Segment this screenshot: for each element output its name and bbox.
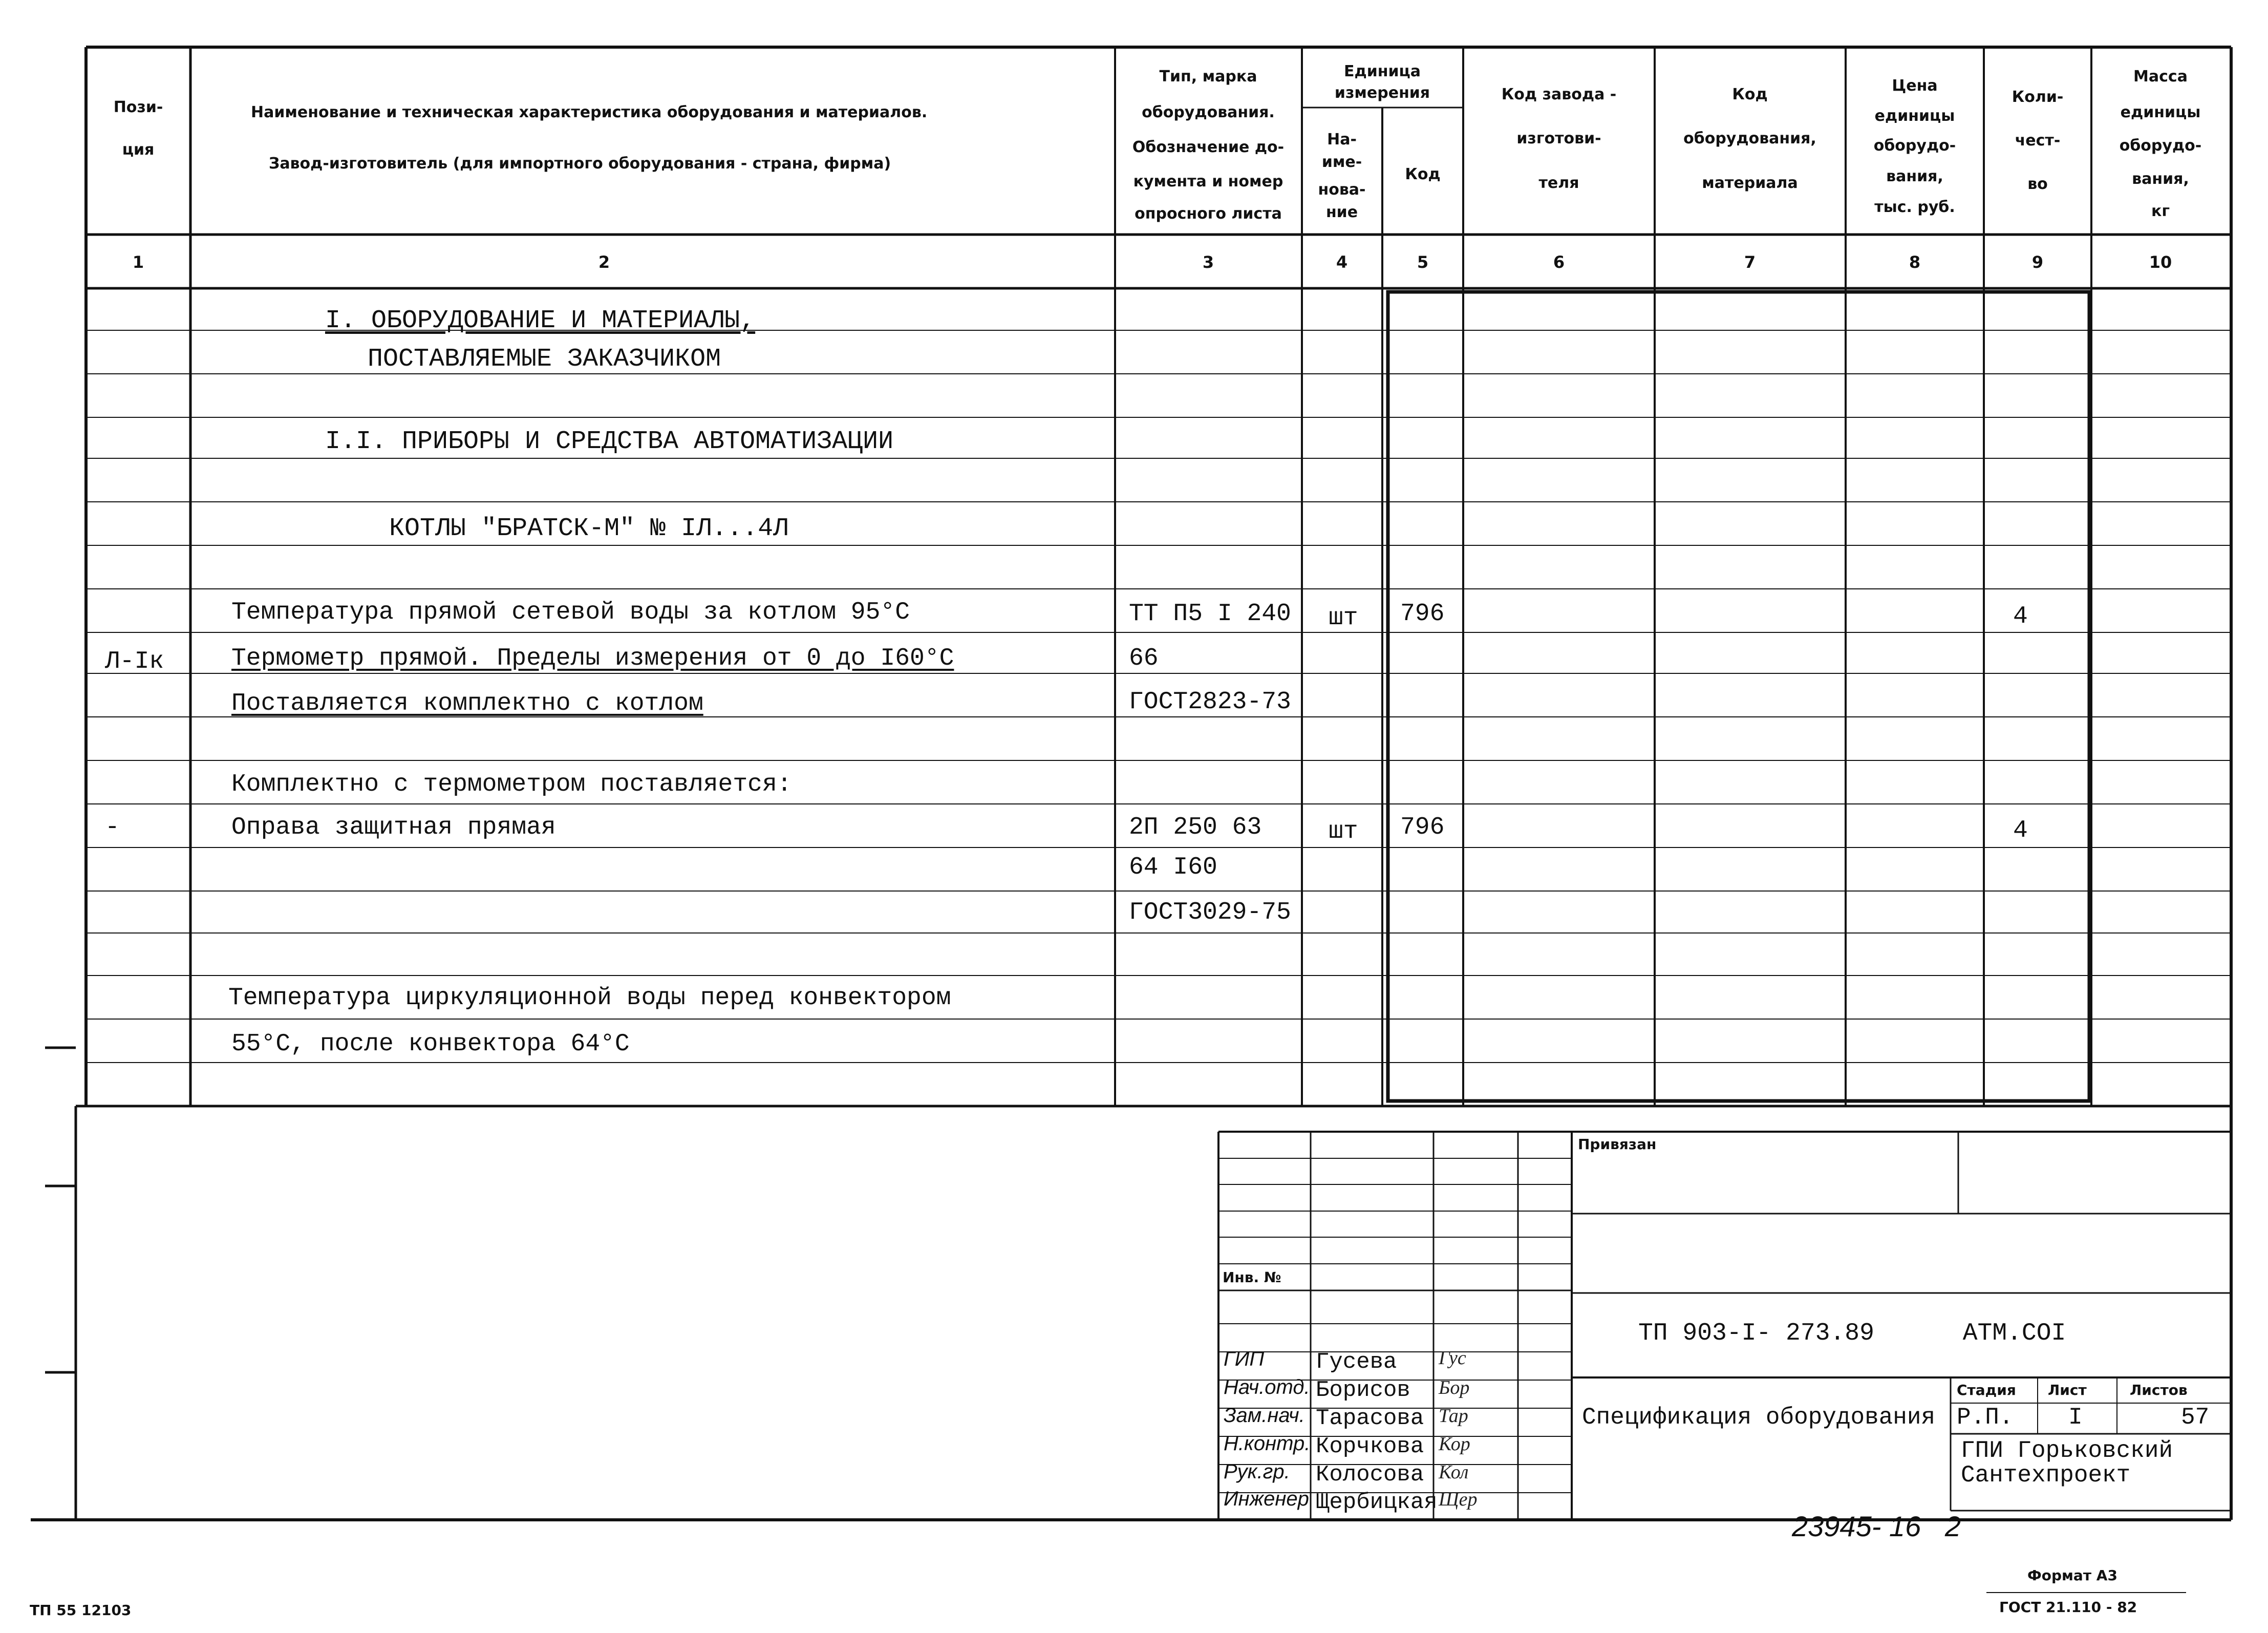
row2-position: Л-Iк <box>105 648 164 675</box>
stamp-sheets-header: Листов <box>2130 1382 2188 1398</box>
column-number-4: 4 <box>1336 252 1348 272</box>
footer-format: Формат А3 <box>2027 1567 2117 1584</box>
column-number-1: 1 <box>132 252 144 272</box>
header-col8-line3: оборудо- <box>1873 137 1956 155</box>
column-number-10: 10 <box>2149 252 2172 272</box>
row5-qty: 4 <box>2013 817 2028 844</box>
header-col6-line3: теля <box>1538 174 1579 192</box>
header-col3-line1: Тип, марка <box>1159 68 1257 86</box>
stamp-signature-4: Кор <box>1439 1433 1470 1455</box>
header-col9-line1: Коли- <box>2012 88 2064 106</box>
header-col7-line1: Код <box>1732 86 1768 103</box>
stamp-organization-line2: Сантехпроект <box>1961 1462 2131 1489</box>
row5-name: Оправа защитная прямая <box>231 814 556 841</box>
stamp-inv-number: Инв. № <box>1223 1269 1281 1286</box>
section-title-line2: ПОСТАВЛЯЕМЫЕ ЗАКАЗЧИКОМ <box>368 345 721 374</box>
header-col9-line3: во <box>2027 175 2048 193</box>
stamp-organization-line1: ГПИ Горьковский <box>1961 1437 2173 1464</box>
header-col10-line4: вания, <box>2132 170 2189 188</box>
header-col5: Код <box>1405 165 1441 183</box>
row1-unit: шт <box>1329 604 1358 632</box>
header-col4-line1: На- <box>1327 131 1357 149</box>
header-unit-line1: Единица <box>1344 62 1421 80</box>
stamp-role-6: Инженер <box>1224 1488 1309 1510</box>
row1-type: ТТ П5 I 240 <box>1129 600 1291 628</box>
stamp-role-4: Н.контр. <box>1224 1432 1311 1455</box>
handwritten-archive-number: 23945- 16 2 <box>1792 1510 1961 1542</box>
header-col7-line3: материала <box>1702 174 1798 192</box>
header-col3-line2: оборудования. <box>1142 103 1275 121</box>
stamp-signature-5: Кол <box>1439 1461 1469 1483</box>
stamp-sheet-header: Лист <box>2048 1382 2087 1398</box>
row8-name: Температура циркуляционной воды перед конвектором <box>228 984 951 1012</box>
subsection-title: I.I. ПРИБОРЫ И СРЕДСТВА АВТОМАТИЗАЦИИ <box>325 427 894 456</box>
stamp-name-3: Тарасова <box>1316 1406 1424 1431</box>
stamp-name-5: Колосова <box>1316 1462 1424 1488</box>
stamp-name-4: Корчкова <box>1316 1434 1424 1459</box>
column-number-9: 9 <box>2031 252 2044 272</box>
stamp-sheet: I <box>2068 1404 2083 1431</box>
stamp-signature-1: Гус <box>1439 1347 1466 1369</box>
column-number-6: 6 <box>1553 252 1565 272</box>
stamp-document-code: ТП 903-I- 273.89 АТМ.СОI <box>1638 1320 2066 1347</box>
row4-name: Комплектно с термометром поставляется: <box>231 771 792 798</box>
stamp-role-1: ГИП <box>1224 1348 1265 1370</box>
row5-position: - <box>105 814 120 841</box>
header-col2-line2: Завод-изготовитель (для импортного оборудования - страна, фирма) <box>269 155 891 173</box>
header-col3-line5: опросного листа <box>1135 205 1282 223</box>
row5-type: 2П 250 63 <box>1129 814 1262 841</box>
column-number-3: 3 <box>1202 252 1214 272</box>
header-col4-line3: нова- <box>1318 181 1366 199</box>
row7-type: ГОСТ3029-75 <box>1129 899 1291 926</box>
row3-type: ГОСТ2823-73 <box>1129 688 1291 716</box>
stamp-signature-2: Бор <box>1439 1377 1470 1398</box>
stamp-role-5: Рук.гр. <box>1224 1460 1290 1483</box>
stamp-privyazan: Привязан <box>1578 1136 1657 1153</box>
stamp-role-2: Нач.отд. <box>1224 1376 1310 1398</box>
stamp-name-2: Борисов <box>1316 1377 1410 1403</box>
row6-type: 64 I60 <box>1129 854 1217 881</box>
header-col10-line5: кг <box>2151 202 2170 220</box>
row5-unit: шт <box>1329 818 1358 845</box>
header-unit-line2: измерения <box>1334 84 1430 102</box>
header-col3-line3: Обозначение до- <box>1132 138 1285 156</box>
stamp-name-1: Гусева <box>1316 1349 1397 1375</box>
header-col9-line2: чест- <box>2015 132 2061 150</box>
section-title-line1: I. ОБОРУДОВАНИЕ И МАТЕРИАЛЫ, <box>325 306 756 335</box>
row2-name: Термометр прямой. Пределы измерения от 0 до I60°С <box>231 645 954 672</box>
header-col10-line3: оборудо- <box>2119 137 2202 155</box>
header-col10-line1: Масса <box>2133 68 2188 86</box>
header-col7-line2: оборудования, <box>1683 130 1816 147</box>
row1-code: 796 <box>1400 600 1445 628</box>
row3-name: Поставляется комплектно с котлом <box>231 690 703 717</box>
boilers-heading: КОТЛЫ "БРАТСК-М" № IЛ...4Л <box>389 514 789 543</box>
header-col8-line4: вания, <box>1886 167 1943 185</box>
stamp-signature-3: Тар <box>1439 1405 1468 1427</box>
header-col10-line2: единицы <box>2120 103 2201 121</box>
stamp-role-3: Зам.нач. <box>1224 1404 1305 1427</box>
stamp-name-6: Щербицкая <box>1316 1490 1438 1515</box>
header-col8-line5: тыс. руб. <box>1874 198 1955 216</box>
row5-code: 796 <box>1400 814 1445 841</box>
header-col6-line2: изготови- <box>1516 130 1601 147</box>
stamp-stage: Р.П. <box>1957 1404 2014 1431</box>
stamp-sheets: 57 <box>2181 1404 2210 1431</box>
header-col1-line1: Пози- <box>113 98 163 116</box>
row9-name: 55°С, после конвектора 64°С <box>231 1030 630 1058</box>
column-number-7: 7 <box>1744 252 1756 272</box>
header-col6-line1: Код завода - <box>1501 86 1617 103</box>
header-col4-line2: име- <box>1321 153 1362 171</box>
stamp-document-title: Спецификация оборудования <box>1582 1404 1936 1431</box>
footer-left-code: ТП 55 12103 <box>30 1602 132 1619</box>
stamp-stage-header: Стадия <box>1957 1382 2016 1398</box>
header-col1-line2: ция <box>122 141 155 159</box>
footer-gost: ГОСТ 21.110 - 82 <box>1999 1599 2137 1616</box>
header-col2-line1: Наименование и техническая характеристика оборудования и материалов. <box>251 103 928 121</box>
stamp-signature-6: Щер <box>1439 1489 1478 1510</box>
header-col3-line4: кумента и номер <box>1133 173 1283 190</box>
header-col8-line2: единицы <box>1874 107 1955 125</box>
row1-name: Температура прямой сетевой воды за котлом 95°С <box>231 599 910 626</box>
row2-type: 66 <box>1129 645 1159 672</box>
column-number-5: 5 <box>1417 252 1429 272</box>
header-col4-line4: ние <box>1325 203 1358 221</box>
column-number-8: 8 <box>1909 252 1921 272</box>
row1-qty: 4 <box>2013 603 2028 630</box>
header-col8-line1: Цена <box>1892 77 1938 95</box>
column-number-2: 2 <box>598 252 610 272</box>
